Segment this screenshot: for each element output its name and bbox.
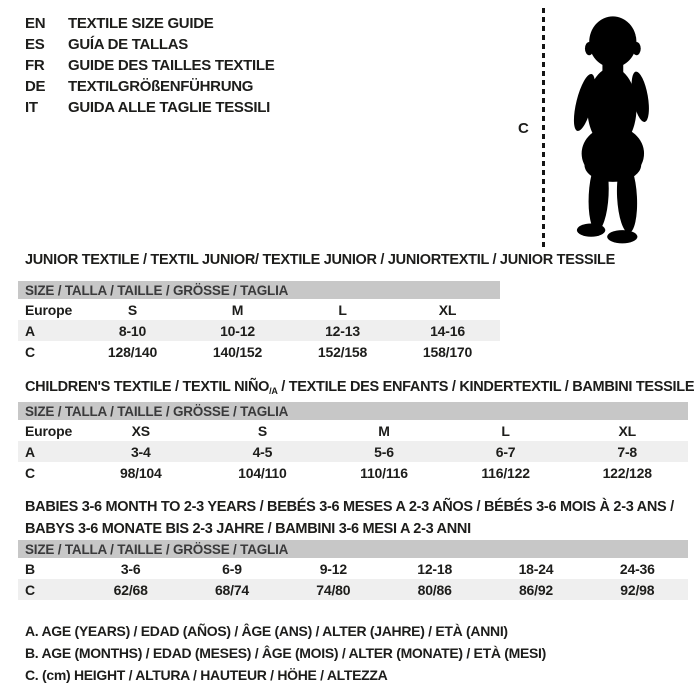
- row-label: B: [25, 560, 35, 577]
- junior-size-table: [18, 281, 500, 362]
- height-cell: 152/158: [317, 343, 368, 360]
- age-cell: 10-12: [185, 320, 290, 341]
- table-row: [18, 341, 500, 362]
- list-item: [25, 34, 274, 55]
- size-cell: M: [231, 301, 244, 318]
- height-cell: 86/92: [485, 579, 586, 600]
- height-cell: 116/122: [481, 464, 530, 481]
- babies-size-table: [18, 540, 688, 600]
- language-code: IT: [25, 99, 38, 116]
- size-cell: XL: [618, 422, 636, 439]
- list-item: [25, 97, 274, 118]
- language-code: EN: [25, 15, 46, 32]
- height-cell: 68/74: [181, 579, 282, 600]
- age-cell: 14-16: [395, 320, 500, 341]
- size-cell: M: [378, 422, 390, 439]
- age-cell: 6-7: [445, 441, 567, 462]
- size-header-label: SIZE / TALLA / TAILLE / GRÖSSE / TAGLIA: [18, 402, 688, 420]
- table-row: [18, 420, 688, 441]
- language-label: GUIDE DES TAILLES TEXTILE: [68, 57, 275, 74]
- footnote-b: B. AGE (MONTHS) / EDAD (MESES) / ÂGE (MOIS) / ALTER (MONATE) / ETÀ (MESI): [25, 645, 546, 661]
- size-header-label: SIZE / TALLA / TAILLE / GRÖSSE / TAGLIA: [18, 281, 500, 299]
- height-cell: 128/140: [107, 343, 158, 360]
- babies-table-title: [25, 496, 674, 540]
- height-cell: 158/170: [422, 343, 473, 360]
- row-label: Europe: [25, 422, 73, 439]
- size-header-label: SIZE / TALLA / TAILLE / GRÖSSE / TAGLIA: [18, 540, 688, 558]
- babies-title-line2: BABYS 3-6 MONATE BIS 2-3 JAHRE / BAMBINI 3-6 MESI A 2-3 ANNI: [25, 521, 471, 537]
- size-cell: L: [501, 422, 510, 439]
- list-item: [25, 76, 274, 97]
- height-cell: 104/110: [238, 464, 287, 481]
- age-cell: 5-6: [323, 441, 445, 462]
- size-cell: S: [257, 422, 267, 439]
- list-item: [25, 55, 274, 76]
- children-title-sub: /A: [269, 386, 278, 396]
- height-cell: 62/68: [80, 579, 181, 600]
- table-row: [18, 299, 500, 320]
- age-cell: 6-9: [222, 560, 242, 577]
- table-row: [18, 558, 688, 579]
- children-table-title: [25, 376, 694, 402]
- children-title-pre: CHILDREN'S TEXTILE / TEXTIL NIÑO: [25, 379, 270, 395]
- language-code: FR: [25, 57, 45, 74]
- language-label: TEXTILGRÖßENFÜHRUNG: [68, 78, 254, 95]
- language-label: GUÍA DE TALLAS: [68, 36, 188, 53]
- size-cell: L: [338, 301, 347, 318]
- table-row: [18, 462, 688, 483]
- list-item: [25, 13, 274, 34]
- children-title-post: / TEXTILE DES ENFANTS / KINDERTEXTIL / BAMBINI TESSILE: [277, 379, 695, 395]
- size-header-bar: [18, 540, 688, 558]
- age-cell: 12-13: [290, 320, 395, 341]
- height-cell: 80/86: [384, 579, 485, 600]
- age-cell: 4-5: [202, 441, 324, 462]
- size-cell: S: [127, 301, 138, 318]
- table-row: [18, 579, 688, 600]
- age-cell: 8-10: [80, 320, 185, 341]
- footnote-a: A. AGE (YEARS) / EDAD (AÑOS) / ÂGE (ANS) / ALTER (JAHRE) / ETÀ (ANNI): [25, 623, 508, 639]
- size-cell: XL: [438, 301, 457, 318]
- children-size-table: [18, 402, 688, 483]
- height-cell: 92/98: [587, 579, 688, 600]
- size-cell: XS: [131, 422, 150, 439]
- footnote-legend: [25, 620, 546, 686]
- age-cell: 3-6: [120, 560, 141, 577]
- language-title-list: [25, 13, 274, 118]
- age-cell: 7-8: [566, 441, 688, 462]
- table-row: [18, 320, 500, 341]
- table-row: [18, 441, 688, 462]
- age-cell: 9-12: [319, 560, 347, 577]
- row-label: A: [18, 441, 80, 462]
- height-cell: 74/80: [283, 579, 384, 600]
- size-header-bar: [18, 281, 500, 299]
- dotted-height-line: [542, 8, 545, 248]
- language-code: ES: [25, 36, 45, 53]
- measure-label-c: C: [518, 119, 529, 137]
- height-cell: 110/116: [360, 464, 408, 481]
- age-cell: 24-36: [619, 560, 655, 577]
- row-label: C: [25, 464, 35, 481]
- language-label: TEXTILE SIZE GUIDE: [68, 15, 214, 32]
- toddler-silhouette: [558, 8, 662, 248]
- height-cell: 122/128: [602, 464, 652, 481]
- row-label: Europe: [25, 301, 73, 318]
- row-label: C: [18, 579, 80, 600]
- height-cell: 140/152: [212, 343, 263, 360]
- row-label: A: [18, 320, 80, 341]
- age-cell: 12-18: [417, 560, 453, 577]
- footnote-c: C. (cm) HEIGHT / ALTURA / HAUTEUR / HÖHE / ALTEZZA: [25, 667, 388, 683]
- babies-title-line1: BABIES 3-6 MONTH TO 2-3 YEARS / BEBÉS 3-6 MESES A 2-3 AÑOS / BÉBÉS 3-6 MOIS À 2-3 ANS /: [25, 499, 674, 515]
- junior-table-title: JUNIOR TEXTILE / TEXTIL JUNIOR/ TEXTILE JUNIOR / JUNIORTEXTIL / JUNIOR TESSILE: [25, 252, 615, 268]
- height-cell: 98/104: [119, 464, 162, 481]
- age-cell: 18-24: [518, 560, 554, 577]
- size-header-bar: [18, 402, 688, 420]
- row-label: C: [25, 343, 35, 360]
- language-code: DE: [25, 78, 46, 95]
- language-label: GUIDA ALLE TAGLIE TESSILI: [68, 99, 270, 116]
- height-measure-figure: [518, 8, 662, 248]
- age-cell: 3-4: [80, 441, 202, 462]
